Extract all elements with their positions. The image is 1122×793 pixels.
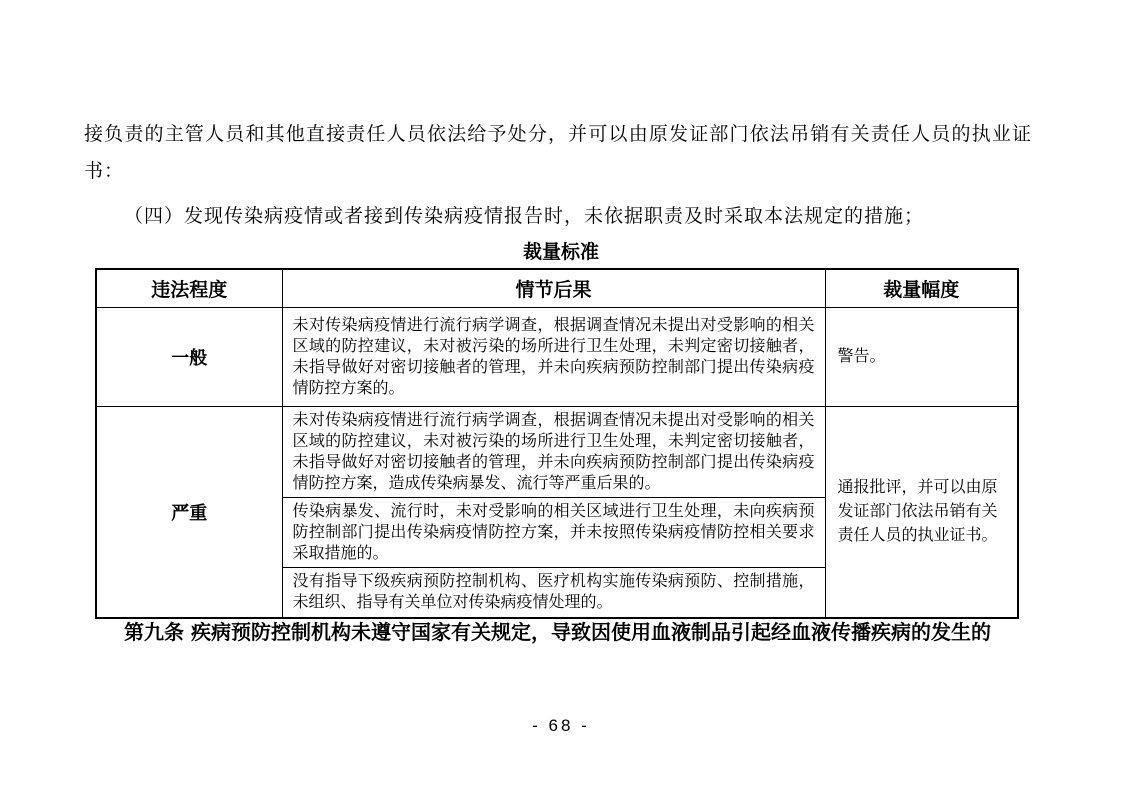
- header-violation-degree: 违法程度: [96, 269, 282, 307]
- table-row-general: [96, 307, 1018, 406]
- circumstance-severe-cell-2: 传染病暴发、流行时，未对受影响的相关区域进行卫生处理，未向疾病预防控制部门提出传染病疫情防控方案，并未按照传染病疫情防控相关要求采取措施的。: [282, 497, 825, 567]
- degree-severe-cell: 严重: [96, 406, 282, 618]
- table-row-severe-1: [96, 406, 1018, 497]
- range-severe-cell: 通报批评，并可以由原发证部门依法吊销有关责任人员的执业证书。: [825, 406, 1018, 618]
- article-nine-paragraph: 第九条 疾病预防控制机构未遵守国家有关规定，导致因使用血液制品引起经血液传播疾病的发生的: [124, 620, 991, 644]
- table-title: 裁量标准: [522, 241, 599, 263]
- circumstance-severe-cell-1: 未对传染病疫情进行流行病学调查，根据调查情况未提出对受影响的相关区域的防控建议，未对被污染的场所进行卫生处理，未判定密切接触者，未指导做好对密切接触者的管理，并未向疾病预防控制部门提出传染病疫情防控方案，造成传染病暴发、流行等严重后果的。: [282, 406, 825, 497]
- page-number: - 68 -: [532, 716, 590, 735]
- body-paragraph-continuation: 接负责的主管人员和其他直接责任人员依法给予处分，并可以由原发证部门依法吊销有关责任人员的执业证书：: [84, 124, 1032, 182]
- discretion-standards-table: [95, 268, 1019, 619]
- body-paragraph-item-four: （四）发现传染病疫情或者接到传染病疫情报告时，未依据职责及时采取本法规定的措施；: [124, 206, 925, 227]
- header-discretion-range: 裁量幅度: [825, 269, 1018, 307]
- table-header-row: [96, 269, 1018, 307]
- circumstance-severe-cell-3: 没有指导下级疾病预防控制机构、医疗机构实施传染病预防、控制措施，未组织、指导有关单位对传染病疫情处理的。: [282, 567, 825, 618]
- range-general-cell: 警告。: [825, 307, 1018, 406]
- circumstance-general-cell: 未对传染病疫情进行流行病学调查，根据调查情况未提出对受影响的相关区域的防控建议，未对被污染的场所进行卫生处理，未判定密切接触者，未指导做好对密切接触者的管理，并未向疾病预防控制部门提出传染病疫情防控方案的。: [282, 307, 825, 406]
- header-circumstances: 情节后果: [282, 269, 825, 307]
- degree-general-cell: 一般: [96, 307, 282, 406]
